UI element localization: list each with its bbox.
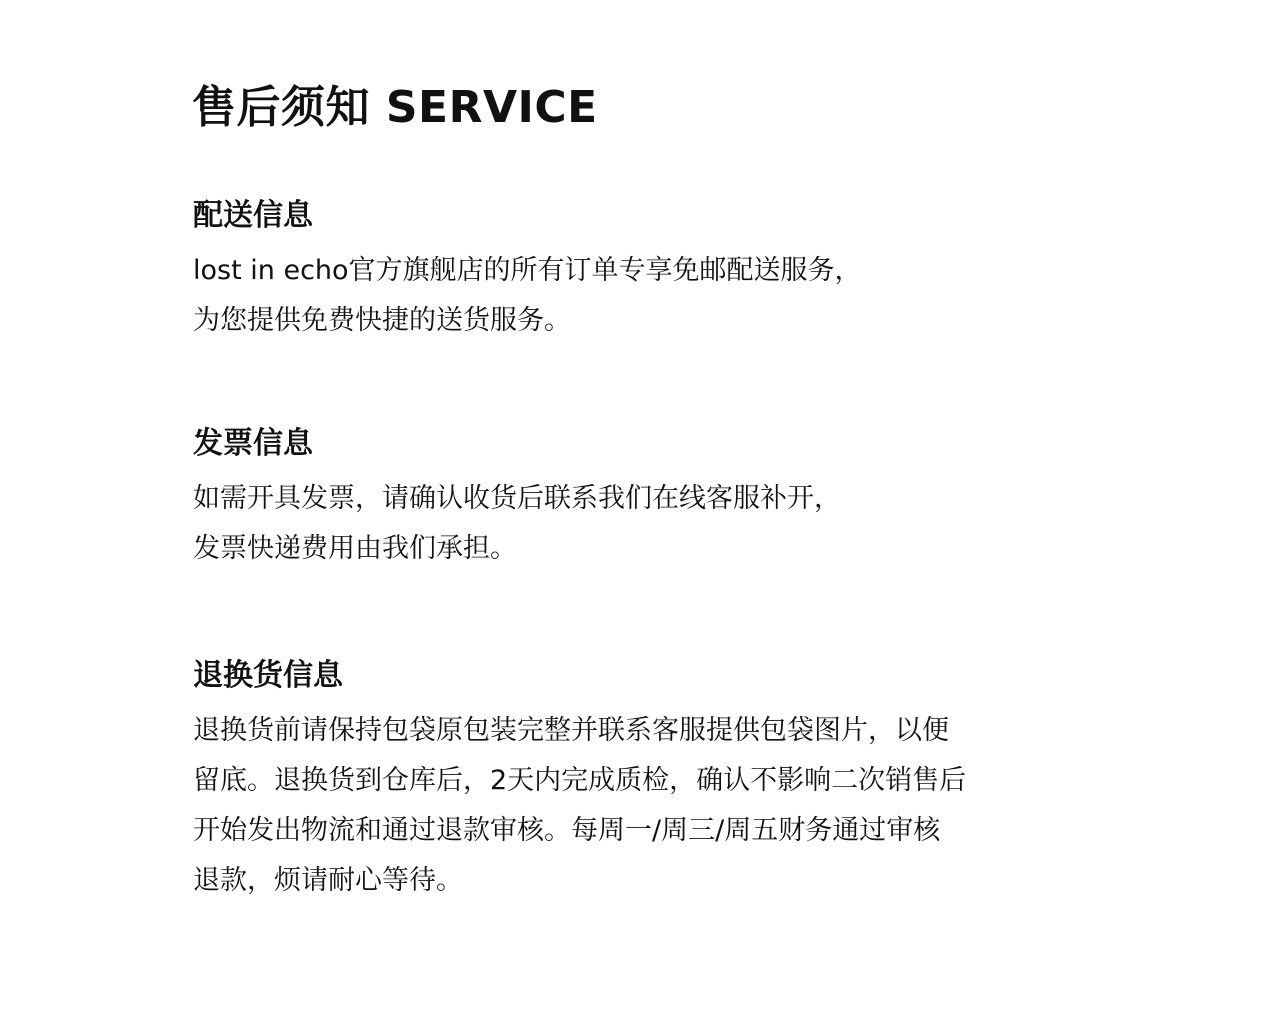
returns-info-section — [193, 656, 1103, 906]
body-line: 为您提供免费快捷的送货服务。 — [193, 305, 571, 336]
invoice-info-section — [193, 424, 1103, 574]
body-line: 留底。退换货到仓库后，2天内完成质检，确认不影响二次销售后 — [193, 765, 967, 796]
invoice-info-heading: 发票信息 — [193, 426, 313, 461]
delivery-info-body — [193, 246, 1103, 346]
body-line: lost in echo官方旗舰店的所有订单专享免邮配送服务， — [193, 255, 862, 286]
body-line: 退款，烦请耐心等待。 — [193, 865, 463, 896]
body-line: 发票快递费用由我们承担。 — [193, 533, 517, 564]
invoice-info-body — [193, 474, 1103, 574]
delivery-info-heading: 配送信息 — [193, 198, 313, 233]
body-line: 开始发出物流和通过退款审核。每周一/周三/周五财务通过审核 — [193, 815, 941, 846]
body-line: 退换货前请保持包袋原包装完整并联系客服提供包袋图片，以便 — [193, 715, 949, 746]
page-title: 售后须知 SERVICE — [192, 82, 598, 133]
delivery-info-section — [193, 196, 1103, 346]
returns-info-heading: 退换货信息 — [193, 658, 343, 693]
body-line: 如需开具发票，请确认收货后联系我们在线客服补开， — [193, 483, 841, 514]
returns-info-body — [193, 706, 1103, 906]
